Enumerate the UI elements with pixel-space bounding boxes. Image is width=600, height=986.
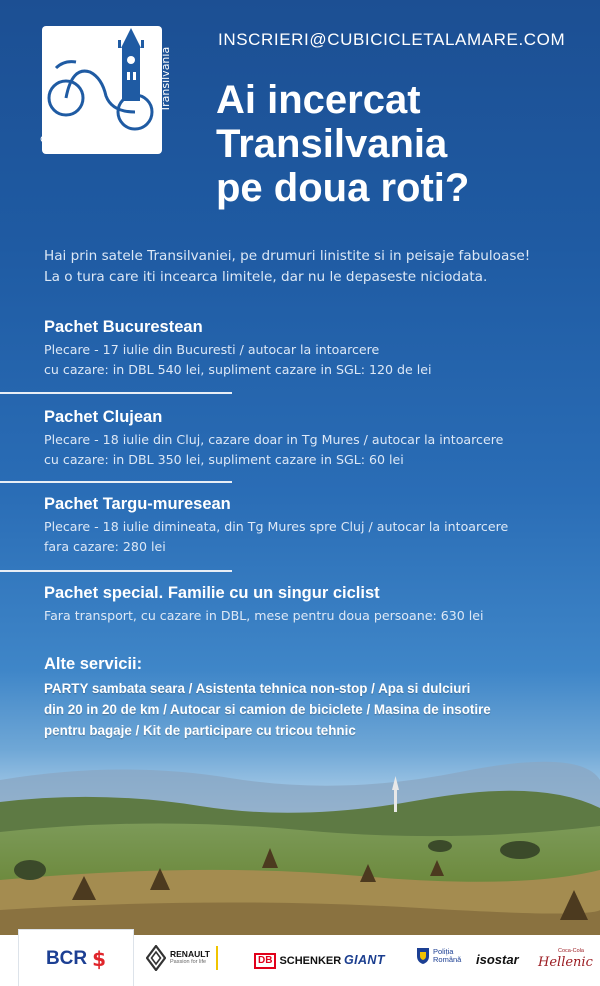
giant-logo	[344, 953, 385, 967]
divider	[0, 392, 232, 394]
police-crest-icon	[416, 947, 430, 965]
package-bucurestean	[44, 318, 594, 380]
hellenic-wordmark: Hellenic	[538, 955, 593, 970]
divider	[0, 481, 232, 483]
countryside-landscape	[0, 750, 600, 940]
services-list	[44, 678, 589, 741]
headline-line-3: pe doua roti?	[216, 166, 470, 210]
package-special	[44, 584, 594, 626]
package-line-1: Fara transport, cu cazare in DBL, mese pentru doua persoane: 630 lei	[44, 608, 484, 623]
package-line-2: cu cazare: in DBL 350 lei, supliment cazare in SGL: 60 lei	[44, 452, 404, 467]
package-line-1: Plecare - 18 iulie dimineata, din Tg Mures spre Cluj / autocar la intoarcere	[44, 519, 509, 534]
package-targu-muresean	[44, 495, 594, 557]
schenker-wordmark: SCHENKER	[279, 955, 342, 967]
logo-vertical-text: Transilvania	[159, 46, 172, 112]
db-mark: DB	[254, 953, 276, 969]
logo-caption: cu bicicleta în	[40, 132, 117, 145]
bcr-wordmark: BCR	[45, 947, 88, 969]
renault-tagline: Passion for life	[170, 959, 207, 965]
package-title: Pachet Targu-muresean	[44, 495, 231, 513]
package-details	[44, 606, 594, 626]
package-details	[44, 340, 594, 380]
headline-line-1: Ai incercat	[216, 78, 421, 122]
services-line-2: din 20 in 20 de km / Autocar si camion de biciclete / Masina de insotire	[44, 702, 491, 717]
package-line-2: fara cazare: 280 lei	[44, 539, 166, 554]
package-title: Pachet Bucurestean	[44, 318, 203, 336]
isostar-logo	[476, 952, 519, 967]
services-line-1: PARTY sambata seara / Asistenta tehnica non-stop / Apa si dulciuri	[44, 681, 471, 696]
sponsor-bar	[0, 935, 600, 986]
hellenic-top-text: Coca-Cola	[558, 948, 584, 954]
package-line-2: cu cazare: in DBL 540 lei, supliment cazare in SGL: 120 de lei	[44, 362, 432, 377]
package-title: Pachet Clujean	[44, 408, 163, 426]
headline	[216, 78, 596, 210]
services-title: Alte servicii:	[44, 655, 143, 673]
bcr-s-icon: $	[92, 946, 107, 971]
package-details	[44, 430, 594, 470]
renault-diamond-icon	[146, 945, 166, 971]
intro-text	[44, 246, 584, 288]
other-services	[44, 655, 589, 741]
renault-wordmark: RENAULT	[170, 949, 210, 959]
giant-wordmark: GIANT	[344, 953, 385, 967]
package-line-1: Plecare - 18 iulie din Cluj, cazare doar in Tg Mures / autocar la intoarcere	[44, 432, 504, 447]
intro-line-2: La o tura care iti incearca limitele, dar nu le depaseste niciodata.	[44, 269, 488, 285]
package-clujean	[44, 408, 594, 470]
divider	[0, 570, 232, 572]
headline-line-2: Transilvania	[216, 122, 448, 166]
renault-logo	[146, 945, 218, 971]
package-line-1: Plecare - 17 iulie din Bucuresti / autocar la intoarcere	[44, 342, 380, 357]
politia-line-1: Poliția	[433, 946, 454, 956]
isostar-wordmark: isostar	[476, 952, 519, 967]
package-details	[44, 517, 594, 557]
db-schenker-logo	[254, 953, 341, 969]
services-line-3: pentru bagaje / Kit de participare cu tricou tehnic	[44, 723, 356, 738]
politia-line-2: Română	[433, 955, 462, 964]
intro-line-1: Hai prin satele Transilvaniei, pe drumuri linistite si in peisaje fabuloase!	[44, 248, 531, 264]
renault-divider	[216, 946, 218, 970]
bcr-logo	[18, 929, 134, 986]
package-title: Pachet special. Familie cu un singur ciclist	[44, 584, 380, 602]
hellenic-logo	[538, 948, 593, 970]
registration-email[interactable]: INSCRIERI@CUBICICLETALAMARE.COM	[218, 30, 566, 49]
politia-logo	[416, 947, 461, 965]
